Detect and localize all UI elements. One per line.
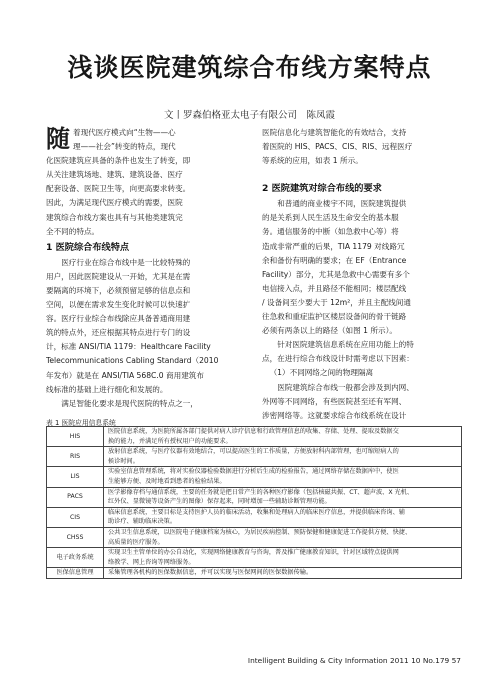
article-title: 浅谈医院建筑综合布线方案特点 bbox=[67, 53, 432, 82]
system-name-cell: PACS bbox=[47, 487, 104, 507]
system-description-cell bbox=[104, 548, 462, 568]
description-line: 公共卫生信息系统，以医院电子健康档案为核心，为居民疾病控制、预防保健和健康促进工作提供方便、快捷、 bbox=[108, 528, 412, 536]
table-row bbox=[47, 467, 462, 487]
system-description-cell bbox=[104, 447, 462, 467]
description-line: 高质量的医疗服务。 bbox=[108, 538, 164, 546]
section-1-heading: 1 医院综合布线特点 bbox=[46, 241, 130, 253]
description-line: 络教学、网上咨询等网络服务。 bbox=[108, 558, 195, 566]
system-description-cell bbox=[104, 487, 462, 507]
section-1-paragraph-2 bbox=[46, 397, 246, 411]
section-2-paragraph-2 bbox=[262, 338, 462, 366]
text-line: 造成非常严重的后果，TIA 1179 对线路冗 bbox=[262, 241, 405, 251]
text-line: 理——社会”转变的特点，现代 bbox=[73, 142, 176, 152]
text-line: 着现代医疗模式向“生物——心 bbox=[73, 128, 176, 137]
text-line: 用户，因此医院建设从一开始，尤其是在需 bbox=[46, 271, 191, 281]
author-byline: 文丨罗森伯格亚太电子有限公司 陈凤霞 bbox=[163, 110, 335, 121]
table-row bbox=[47, 527, 462, 547]
system-description-cell bbox=[104, 527, 462, 547]
text-line: 往急救和重症监护区楼层设备间的骨干链路 bbox=[262, 312, 407, 322]
dropcap-lines bbox=[73, 126, 246, 154]
table-row bbox=[47, 427, 462, 447]
text-line: 从关注建筑场地、建筑、建筑设备、医疗 bbox=[46, 170, 183, 180]
system-name-cell: 医保信息管理 bbox=[47, 568, 104, 579]
text-line: 务。通信服务的中断（如急救中心等）将 bbox=[262, 227, 399, 237]
text-line: 医院建筑综合布线一般都会涉及到内网、 bbox=[277, 382, 414, 392]
text-line: 电信接入点，并且路径不能相同；楼层配线 bbox=[262, 283, 407, 293]
text-line: 年发布）就是在 ANSI/TIA 568C.0 商用建筑布 bbox=[46, 370, 204, 380]
section-1-paragraph bbox=[46, 256, 246, 397]
table-row bbox=[47, 447, 462, 467]
text-line: 空间，以便在需求发生变化时候可以快速扩 bbox=[46, 300, 191, 310]
page-footer: Intelligent Building & City Information 2011 10 No.179 57 bbox=[247, 656, 461, 665]
text-line: 着医院的 HIS、PACS、CIS、RIS、远程医疗 bbox=[262, 142, 413, 152]
subheading-text: （1）不同网络之间的物理隔离 bbox=[269, 368, 374, 378]
table-caption: 表 1 医院应用信息系统 bbox=[46, 419, 116, 427]
systems-table bbox=[46, 426, 462, 579]
text-line: 满足智能化要求是现代医院的特点之一， bbox=[61, 398, 198, 408]
drop-cap: 随 bbox=[46, 124, 70, 153]
text-line: 因此，为满足现代医疗模式的需要，医院 bbox=[46, 198, 183, 208]
description-line: 医学影像存档与通信系统，主要的任务就是把日常产生的各种医疗影像（包括核磁共振、CT、超声波、X 光机、 bbox=[108, 488, 414, 496]
text-line: 外网等不同网络，有些医院甚至还有军网、 bbox=[262, 396, 407, 406]
text-line: 针对医院建筑信息系统在应用功能上的特 bbox=[277, 340, 414, 350]
text-line: / 设备间至少要大于 12m²，并且主配线间通 bbox=[262, 297, 411, 307]
description-line: 换的能力，并满足所有授权用户的功能要求。 bbox=[108, 437, 232, 445]
system-name-cell: HIS bbox=[47, 427, 104, 447]
left-column bbox=[46, 126, 246, 411]
description-line: 医院信息系统，为医院所属各部门提供对病人诊疗信息和行政管理信息的收集、存储、处理、提取及数据交 bbox=[108, 428, 399, 435]
section-2-heading: 2 医院建筑对综合布线的要求 bbox=[262, 183, 382, 195]
intro-paragraph bbox=[46, 154, 246, 239]
system-name-cell: RIS bbox=[47, 447, 104, 467]
table-row bbox=[47, 487, 462, 507]
section-2-paragraph-3 bbox=[262, 381, 462, 423]
text-line: Facility）部分，尤其是急救中心需要有多个 bbox=[262, 269, 410, 279]
system-description-cell bbox=[104, 467, 462, 487]
description-line: 放射信息系统，与医疗仪器有效地结合，可以提高医生的工作质量，方便放射科内部管理，也可缩短病人的 bbox=[108, 448, 399, 456]
section-2-paragraph bbox=[262, 197, 462, 338]
continued-paragraph bbox=[262, 126, 462, 168]
system-description-cell bbox=[104, 568, 462, 579]
text-line: 医院信息化与建筑智能化的有效结合，支持 bbox=[262, 128, 407, 137]
description-line: 助诊疗、辅助临床决策。 bbox=[108, 518, 177, 526]
text-line: 点，在进行综合布线设计时需考虑以下因素： bbox=[262, 354, 414, 364]
system-name-cell: CHSS bbox=[47, 527, 104, 547]
text-line: 医疗行业在综合布线中是一比较特殊的 bbox=[61, 257, 191, 267]
system-description-cell bbox=[104, 427, 462, 447]
text-line: 配套设备、医院卫生等，向更高要求转变。 bbox=[46, 184, 191, 194]
subheading-isolation bbox=[262, 366, 462, 380]
system-name-cell: 电子政务系统 bbox=[47, 548, 104, 568]
description-line: 实验室信息管理系统，将对实验仪器检验数据进行分析后生成的检验报告，通过网络存储在数据库中，使医 bbox=[108, 468, 399, 476]
table-row bbox=[47, 568, 462, 579]
right-column bbox=[262, 126, 462, 423]
text-line: 容。医疗行业综合布线除应具备普通商用建 bbox=[46, 314, 191, 324]
text-line: 建筑综合布线方案也具有与其他类建筑完 bbox=[46, 212, 183, 222]
text-line: 余和备份有明确的要求；在 EF（Entrance bbox=[262, 255, 407, 265]
intro-dropcap-block bbox=[46, 126, 246, 154]
text-line: 线标准的基础上进行细化和发展的。 bbox=[46, 384, 168, 394]
system-name-cell: CIS bbox=[47, 507, 104, 527]
text-line: 全不同的特点。 bbox=[46, 226, 100, 236]
text-line: 化医院建筑应具备的条件也发生了转变，即 bbox=[46, 156, 191, 166]
description-line: 生能够方便、及时地看到患者的检验结果。 bbox=[108, 477, 226, 485]
text-line: 等系统的应用，如表 1 所示。 bbox=[262, 156, 363, 166]
text-line: Telecommunications Cabling Standard（2010 bbox=[46, 356, 219, 366]
text-line: 的是关系到人民生活及生命安全的基本服 bbox=[262, 213, 399, 223]
description-line: 红外仪、显微镜等设备产生的图像）保存起来，同时增加一些辅助诊断管理功能。 bbox=[108, 498, 331, 506]
description-line: 采集管理各机构的医保数据信息，并可以实现与医保网间的医保数据传输。 bbox=[108, 569, 313, 577]
description-line: 临床信息系统，主要目标是支持医护人员的临床活动，收集和处理病人的临床医疗信息，并提供临床咨询、辅 bbox=[108, 508, 405, 516]
table-row bbox=[47, 507, 462, 527]
text-line: 和普通的商业楼宇不同，医院建筑提供 bbox=[277, 199, 407, 209]
description-line: 实现卫生主管单位的办公自动化，实现网络健康教育与咨询，普及推广健康教育知识，针对区域特点提供网 bbox=[108, 549, 399, 557]
system-name-cell: LIS bbox=[47, 467, 104, 487]
text-line: 筑的特点外，还应根据其特点进行专门的设 bbox=[46, 328, 191, 338]
table-row bbox=[47, 548, 462, 568]
description-line: 候诊时间。 bbox=[108, 457, 139, 465]
text-line: 要隔离的环境下，必须预留足够的信息点和 bbox=[46, 285, 191, 295]
system-description-cell bbox=[104, 507, 462, 527]
text-line: 涉密网络等。这就要求综合布线系统在设计 bbox=[262, 410, 407, 420]
text-line: 必须有两条以上的路径（如图 1 所示）。 bbox=[262, 326, 397, 336]
text-line: 计，标准 ANSI/TIA 1179：Healthcare Facility bbox=[46, 342, 211, 352]
